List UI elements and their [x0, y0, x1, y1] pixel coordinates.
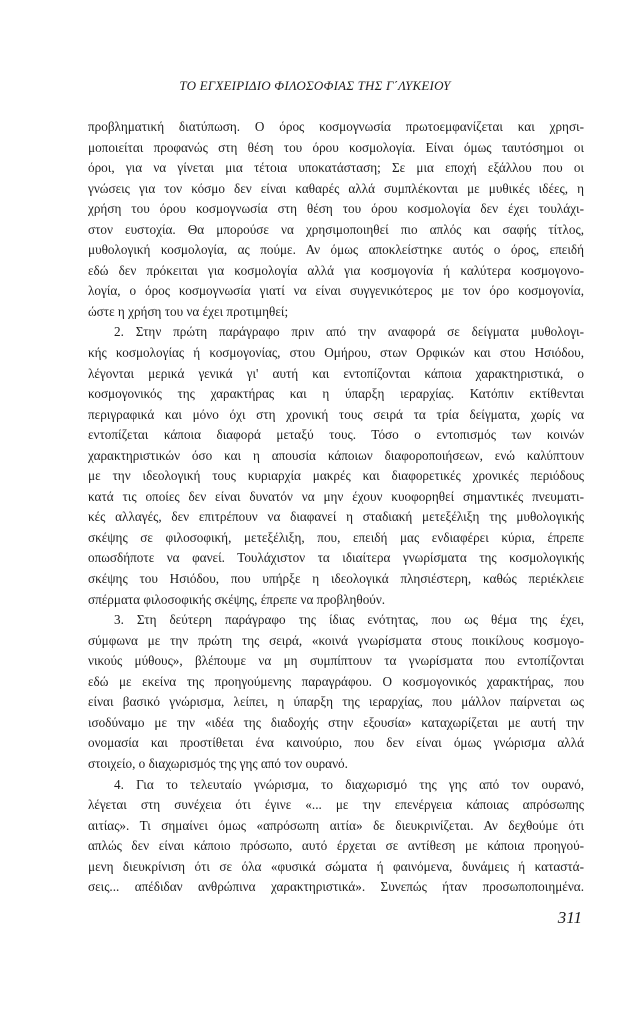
text-line: μυθολογική κοσμολογία, ας πούμε. Αν όμως αποκλείστηκε αυτός ο όρος, επειδή: [88, 242, 584, 258]
text-line: απλώς δεν είναι κάποιο πρόσωπο, αυτό έρχεται σε αντίθεση με κάποια προηγού-: [88, 838, 584, 854]
text-line: εδώ με εκείνα της προηγούμενης παραγράφου. Ο κοσμογονικός χαρακτήρας, που: [88, 673, 584, 689]
text-line: κατά τις οποίες δεν είναι δυνατόν να μην έχουν κυοφορηθεί σημαντικές πνευματι-: [88, 488, 584, 504]
text-line: γνώσεις για τον κόσμο δεν είναι καθαρές αλλά συμπλέκονται με μυθικές ιδέες, η: [88, 180, 584, 196]
text-line: σκέψης σε φιλοσοφική, μετεξέλιξη, που, επειδή μας ενδιαφέρει κύρια, έπρεπε: [88, 529, 584, 545]
text-line: κής κοσμολογίας ή κοσμογονίας, στου Ομήρου, στων Ορφικών και στου Ησιόδου,: [88, 345, 584, 361]
text-line: λογία, ο όρος κοσμογνωσία γιατί να είναι συγγενικότερος με τον όρο κοσμογονία,: [88, 283, 584, 299]
text-line: λέγεται στη συνέχεια ότι έγινε «... με την επενέργεια κάποιας απρόσωπης: [88, 797, 584, 813]
page-number: 311: [557, 908, 582, 927]
text-line: αιτίας». Τι σημαίνει όμως «απρόσωπη αιτία» δε διευκρινίζεται. Αν δεχθούμε ότι: [88, 817, 584, 833]
text-line: με την ιδεολογική τους κυριαρχία μακρές και διαφορετικές χρονικές περιόδους: [88, 468, 584, 484]
text-line: όροι, για να γίνεται μια τέτοια υποκατάσταση; Σε μια εποχή εξάλλου που οι: [88, 160, 584, 176]
text-line: σύμφωνα με την πρώτη της σειρά, «κοινά γνωρίσματα στους ποικίλους κοσμογο-: [88, 632, 584, 648]
text-line: στον ευστοχία. Θα μπορούσε να χρησιμοποιηθεί πιο απλός και σαφής τίτλος,: [88, 221, 584, 237]
text-line: σεις... απέδιδαν ανθρώπινα χαρακτηριστικά». Συνεπώς ήταν προσωποποιημένα.: [88, 879, 584, 895]
text-line: προβληματική διατύπωση. Ο όρος κοσμογνωσία πρωτοεμφανίζεται και χρησι-: [88, 119, 584, 134]
body-text: [88, 117, 584, 898]
text-line: μενη διευκρίνιση ότι σε όλα «φυσικά σώματα ή φαινόμενα, δυνάμεις ή καταστά-: [88, 858, 584, 874]
text-line: λέγονται μερικά γενικά γι' αυτή και εντοπίζονται κάποια χαρακτηριστικά, ο: [88, 365, 584, 381]
text-line: ώστε η χρήση του να έχει προτιμηθεί;: [88, 303, 289, 319]
paragraph-start-line: 4. Για το τελευταίο γνώρισμα, το διαχωρισμό της γης από τον ουρανό,: [114, 776, 584, 792]
text-line: στοιχείο, ο διαχωρισμός της γης από τον ουρανό.: [88, 755, 348, 771]
text-line: μοποιείται προφανώς στη θέση του όρου κοσμολογία. Είναι όμως ταυτόσημοι οι: [88, 139, 584, 155]
text-line: οπωσδήποτε να φανεί. Τουλάχιστον τα ιδιαίτερα γνωρίσματα της κοσμολογικής: [88, 550, 584, 566]
text-line: ισοδύναμο με την «ιδέα της διαδοχής στην εξουσία» καταχωρίζεται με αυτή την: [88, 714, 584, 730]
text-line: εντοπίζεται κάποια διαφορά μεταξύ τους. Τόσο ο εντοπισμός των κοινών: [88, 427, 584, 443]
text-line: κές αλλαγές, δεν επιτρέπουν να διαφανεί η σταδιακή μετεξέλιξη της μυθολογικής: [88, 509, 584, 525]
text-line: χαρακτηριστικών όσο και η απουσία κάποιων διαφοροποιήσεων, ενώ καλύπτουν: [88, 447, 584, 463]
text-line: σκέψης του Ησιόδου, που υπήρξε η ιδεολογικά πλησιέστερη, καθώς περιέκλειε: [88, 571, 584, 587]
text-line: χρήση του όρου κοσμογνωσία στη θέση του όρου κοσμολογία δεν έχει τουλάχι-: [88, 201, 584, 217]
running-header: ΤΟ ΕΓΧΕΙΡΙΔΙΟ ΦΙΛΟΣΟΦΙΑΣ ΤΗΣ Γ΄ΛΥΚΕΙΟΥ: [179, 78, 451, 93]
text-line: ονομασία και προστίθεται ένα καινούριο, που δεν είναι όμως γνώρισμα αλλά: [88, 735, 584, 751]
text-line: περιγραφικά και μόνο όχι στη χρονική τους σειρά τα τρία δείγματα, χωρίς να: [88, 406, 584, 422]
text-line: σπέρματα φιλοσοφικής σκέψης, έπρεπε να προβληθούν.: [88, 591, 386, 607]
text-line: κοσμογονικός της χαρακτήρας και η ύπαρξη ιεραρχίας. Κατόπιν εκτίθενται: [88, 386, 584, 402]
paragraph-start-line: 2. Στην πρώτη παράγραφο πριν από την αναφορά σε δείγματα μυθολογι-: [114, 324, 584, 340]
paragraph-start-line: 3. Στη δεύτερη παράγραφο της ίδιας ενότητας, που ως θέμα της έχει,: [114, 612, 584, 628]
text-line: νικούς μύθους», βλέπουμε να μη συμπίπτουν τα γνωρίσματα που εντοπίζονται: [88, 653, 584, 669]
text-line: εδώ δεν πρόκειται για κοσμολογία αλλά για κοσμογονία ή καλύτερα κοσμογονο-: [88, 262, 584, 278]
text-line: είναι βασικό γνώρισμα, λείπει, η ύπαρξη της ιεραρχίας, που μάλλον παίρνεται ως: [88, 694, 584, 710]
